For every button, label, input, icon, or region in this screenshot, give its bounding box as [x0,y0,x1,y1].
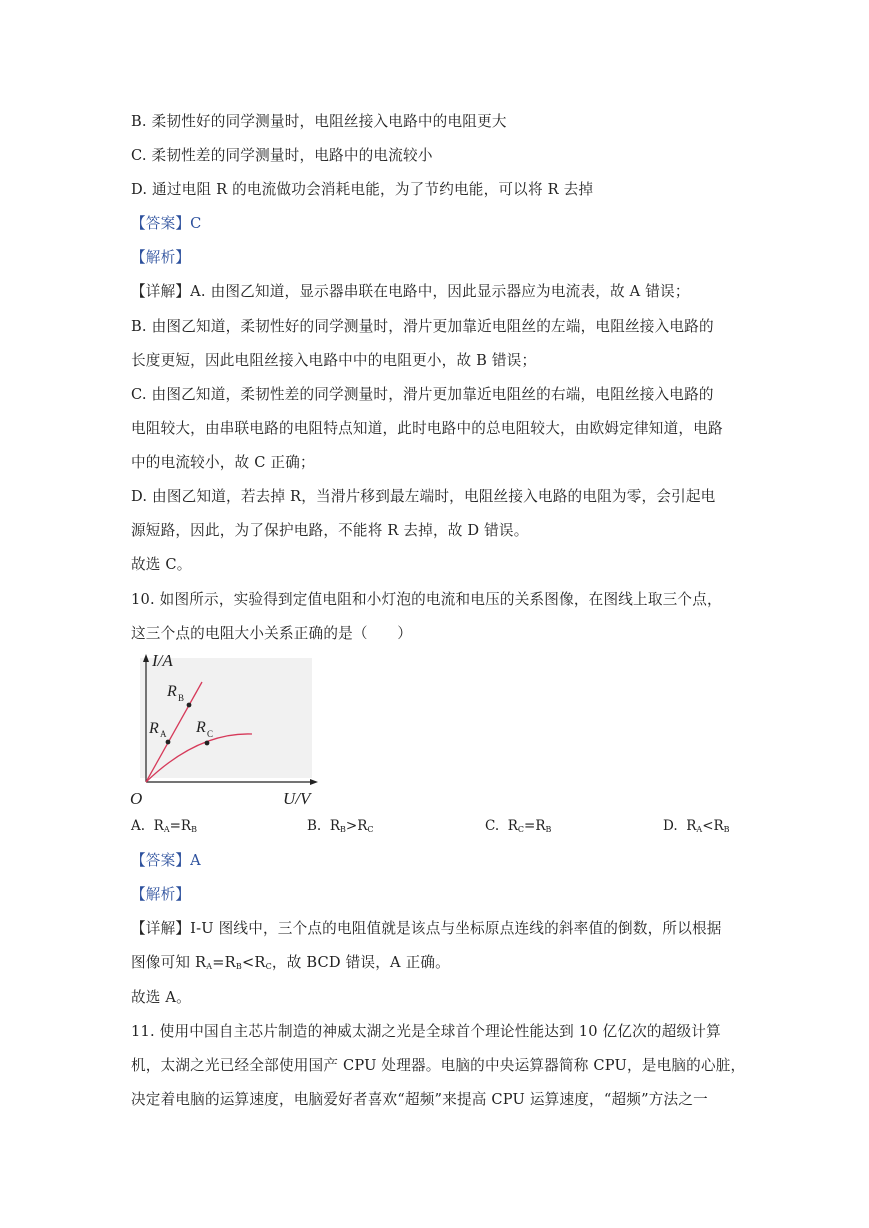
detail-line: B. 由图乙知道，柔韧性好的同学测量时，滑片更加靠近电阻丝的左端，电阻丝接入电路的 [131,318,714,335]
answer-label: 【答案】C [131,215,202,232]
option-b-text: B. 柔韧性好的同学测量时，电阻丝接入电路中的电阻更大 [131,113,507,130]
detail-line-formula: 图像可知 $R_A=R_B<R_C$，故 BCD 错误，A 正确。 [131,954,450,971]
detail-line: 中的电流较小，故 C 正确； [131,454,315,471]
analysis-label: 【解析】 [131,249,191,266]
question-11-text: 机，太湖之光已经全部使用国产 CPU 处理器。电脑的中央运算器简称 CPU，是电脑的心脏， [131,1057,746,1074]
detail-line: 源短路，因此，为了保护电路，不能将 R 去掉，故 D 错误。 [131,522,529,539]
detail-line: 电阻较大，由串联电路的电阻特点知道，此时电路中的总电阻较大，由欧姆定律知道，电路 [131,420,723,437]
options-row [131,818,751,838]
option-a: A. $R_A=R_B$ [131,818,197,834]
graph-background [140,658,312,778]
point-rc [205,741,210,746]
question-10-text: 这三个点的电阻大小关系正确的是（ ） [131,625,413,642]
answer-label: 【答案】A [131,852,201,869]
detail-line: D. 由图乙知道，若去掉 R，当滑片移到最左端时，电阻丝接入电路的电阻为零，会引起电 [131,488,716,505]
question-10-text: 10. 如图所示，实验得到定值电阻和小灯泡的电流和电压的关系图像，在图线上取三个点， [131,591,722,608]
detail-line: 长度更短，因此电阻丝接入电路中中的电阻更小，故 B 错误； [131,352,537,369]
label-ra-sub: A [160,729,167,739]
x-axis-label: U/V [283,789,311,808]
detail-line: 【详解】I-U 图线中，三个点的电阻值就是该点与坐标原点连线的斜率值的倒数，所以根据 [131,920,722,937]
label-rb: R [167,683,177,700]
detail-line: C. 由图乙知道，柔韧性差的同学测量时，滑片更加靠近电阻丝的右端，电阻丝接入电路的 [131,386,714,403]
y-axis-label: I/A [152,651,173,670]
conclusion-line: 故选 A。 [131,989,191,1006]
option-d-text: D. 通过电阻 R 的电流做功会消耗电能，为了节约电能，可以将 R 去掉 [131,181,594,198]
label-ra: R [149,720,159,737]
conclusion-line: 故选 C。 [131,556,192,573]
option-b: B. $R_B>R_C$ [307,818,374,834]
x-axis-arrow [310,779,318,785]
label-rb-sub: B [178,693,185,703]
point-ra [166,740,171,745]
label-rc: R [196,719,206,736]
analysis-label: 【解析】 [131,886,191,903]
question-11-text: 11. 使用中国自主芯片制造的神威太湖之光是全球首个理论性能达到 10 亿亿次的超级计算 [131,1023,721,1040]
iu-graph-figure [128,648,324,812]
origin-label: O [130,789,143,808]
question-11-text: 决定着电脑的运算速度，电脑爱好者喜欢“超频”来提高 CPU 运算速度，“超频”方法之一 [131,1091,708,1108]
option-d: D. $R_A<R_B$ [663,818,730,834]
point-rb [187,703,192,708]
option-c: C. $R_C=R_B$ [485,818,552,834]
label-rc-sub: C [207,729,214,739]
detail-line: 【详解】A. 由图乙知道，显示器串联在电路中，因此显示器应为电流表，故 A 错误； [131,283,690,300]
option-c-text: C. 柔韧性差的同学测量时，电路中的电流较小 [131,147,433,164]
